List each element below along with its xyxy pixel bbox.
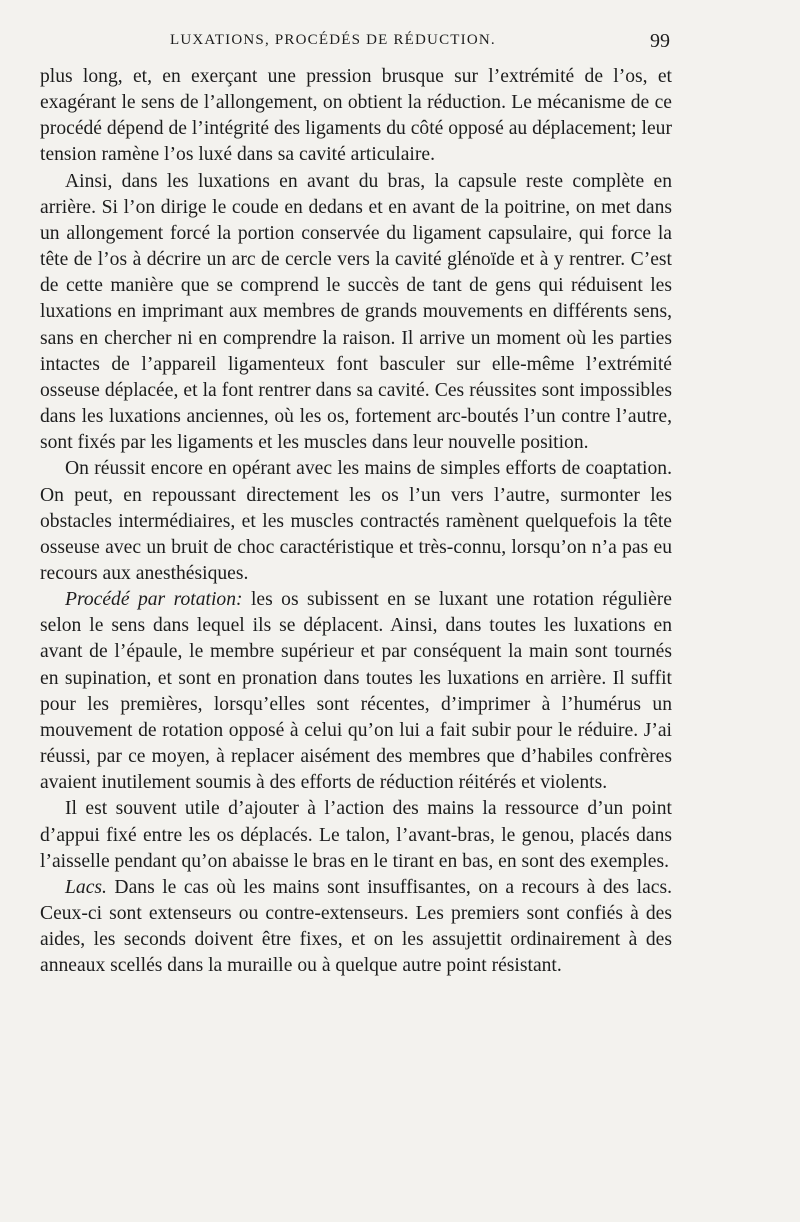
body-text [40, 64, 672, 979]
running-head [40, 30, 670, 56]
paragraph-lacs [40, 875, 672, 980]
lacs-heading: Lacs. [65, 876, 107, 898]
page-number: 99 [650, 30, 670, 52]
rotation-heading: Procédé par rotation: [65, 589, 243, 611]
lacs-text: Dans le cas où les mains sont insuffisantes, on a recours à des lacs. Ceux-ci sont extenseurs ou contre-extenseurs. Les premiers sont confiés à des aides, les seconds doivent être fixes, et on les assujettit ordinairement à des anneaux scellés dans la muraille ou à quelque autre point résistant. [40, 876, 672, 977]
paragraph-continuation: plus long, et, en exerçant une pression brusque sur l’extrémité de l’os, et exagérant le sens de l’allongement, on obtient la réduction. Le mécanisme de ce procédé dépend de l’intégrité des ligaments du côté opposé au déplacement; leur tension ramène l’os luxé dans sa cavité articulaire. [40, 66, 672, 166]
paragraph-rotation [40, 587, 672, 796]
paragraph-coaptation: On réussit encore en opérant avec les mains de simples efforts de coaptation. On peut, en repoussant directement les os l’un vers l’autre, surmonter les obstacles intermédiaires, et les muscles contractés ramènent quelquefois la tête osseuse avec un bruit de choc caractéristique et très-connu, lorsqu’on n’a pas eu recours aux anesthésiques. [40, 458, 672, 584]
rotation-text: les os subissent en se luxant une rotation régulière selon le sens dans lequel ils se déplacent. Ainsi, dans toutes les luxations en avant de l’épaule, le membre supérieur et par conséquent la main sont tournés en supination, et sont en pronation dans toutes les luxations en arrière. Il suffit pour les premières, lorsqu’elles sont récentes, d’imprimer à l’humérus un mouvement de rotation opposé à celui qu’on lui a fait subir pour le réduire. J’ai réussi, par ce moyen, à replacer aisément des membres que d’habiles confrères avaient inutilement soumis à des efforts de réduction réitérés et violents. [40, 589, 672, 794]
running-head-title: LUXATIONS, PROCÉDÉS DE RÉDUCTION. [170, 32, 496, 48]
paragraph-ainsi: Ainsi, dans les luxations en avant du bras, la capsule reste complète en arrière. Si l’on dirige le coude en dedans et en avant de la poitrine, on met dans un allongement forcé la portion conservée du ligament capsulaire, qui force la tête de l’os à décrire un arc de cercle vers la cavité glénoïde et à y rentrer. C’est de cette manière que se comprend le succès de tant de gens qui réduisent les luxations en imprimant aux membres de grands mouvements en différents sens, sans en chercher ni en comprendre la raison. Il arrive un moment où les parties intactes de l’appareil ligamenteux font basculer sur elle-même l’extrémité osseuse déplacée, et la font rentrer dans sa cavité. Ces réussites sont impossibles dans les luxations anciennes, où les os, fortement arc-boutés l’un contre l’autre, sont fixés par les ligaments et les muscles dans leur nouvelle position. [40, 170, 672, 454]
paragraph-point-appui: Il est souvent utile d’ajouter à l’action des mains la ressource d’un point d’appui fixé entre les os déplacés. Le talon, l’avant-bras, le genou, placés dans l’aisselle pendant qu’on abaisse le bras en le tirant en bas, en sont des exemples. [40, 798, 672, 872]
